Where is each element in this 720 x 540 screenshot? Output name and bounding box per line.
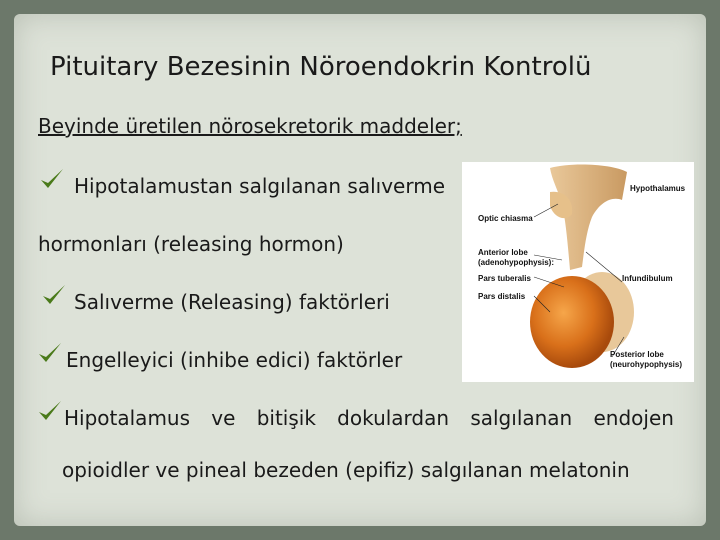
word: dokulardan — [337, 406, 450, 430]
pituitary-illustration — [462, 162, 694, 382]
word: Hipotalamus — [64, 406, 191, 430]
word: endojen — [593, 406, 674, 430]
checkmark-icon — [40, 282, 68, 310]
checkmark-icon — [38, 166, 66, 194]
label-posterior-lobe: Posterior lobe — [610, 350, 664, 359]
label-pars-tuberalis: Pars tuberalis — [478, 274, 531, 283]
label-infundibulum: Infundibulum — [622, 274, 673, 283]
word: ve — [211, 406, 236, 430]
pituitary-diagram — [462, 162, 694, 382]
bullet-4-line-2: opioidler ve pineal bezeden (epifiz) salgılanan melatonin — [62, 458, 630, 482]
label-posterior-lobe-sub: (neurohypophysis) — [610, 360, 683, 369]
bullet-3-line-1: Engelleyici (inhibe edici) faktörler — [66, 348, 403, 372]
bullet-1-line-2: hormonları (releasing hormon) — [38, 232, 344, 256]
label-pars-distalis: Pars distalis — [478, 292, 526, 301]
word: salgılanan — [470, 406, 573, 430]
word: bitişik — [256, 406, 316, 430]
label-hypothalamus: Hypothalamus — [630, 184, 686, 193]
slide-subtitle: Beyinde üretilen nörosekretorik maddeler; — [38, 114, 462, 138]
bullet-4-line-1 — [64, 406, 674, 430]
bullet-1-line-1: Hipotalamustan salgılanan salıverme — [74, 174, 445, 198]
bullet-2-line-1: Salıverme (Releasing) faktörleri — [74, 290, 390, 314]
label-anterior-lobe: Anterior lobe — [478, 248, 528, 257]
checkmark-icon — [36, 340, 64, 368]
label-anterior-lobe-sub: (adenohypophysis): — [478, 258, 555, 267]
label-optic-chiasma: Optic chiasma — [478, 214, 533, 223]
checkmark-icon — [36, 398, 64, 426]
slide-title: Pituitary Bezesinin Nöroendokrin Kontrolü — [50, 52, 592, 82]
